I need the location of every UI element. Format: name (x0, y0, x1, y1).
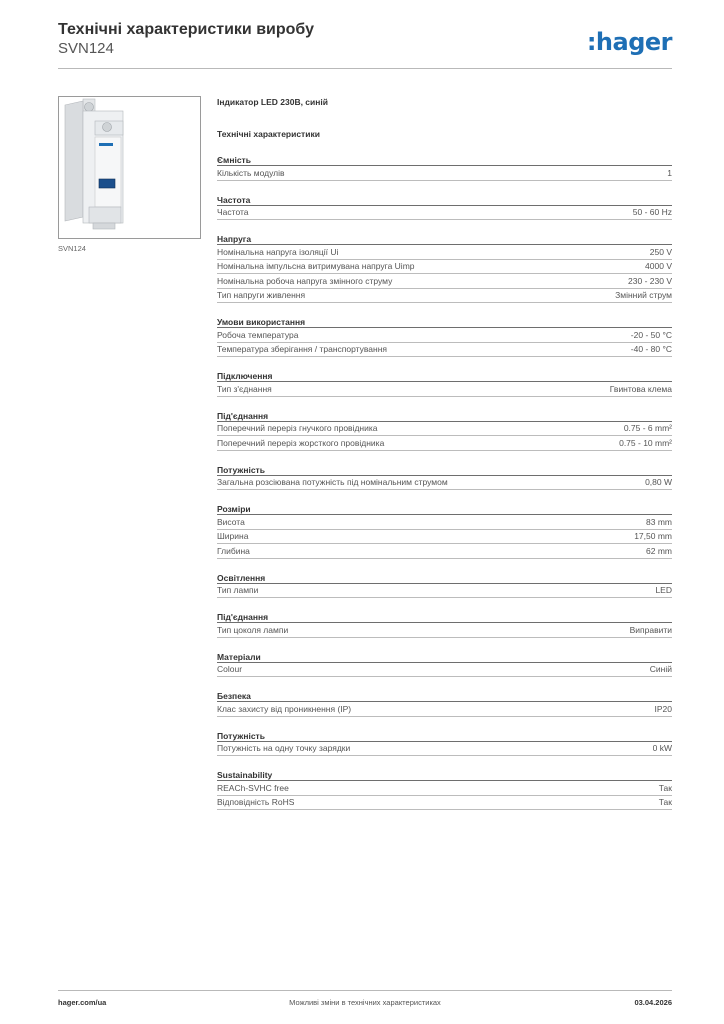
spec-value: Синій (649, 664, 672, 675)
spec-label: Поперечний переріз гнучкого провідника (217, 423, 378, 434)
spec-row (217, 515, 672, 530)
spec-value: Так (658, 782, 672, 793)
spec-row (217, 289, 672, 304)
spec-group-title: Потужність (217, 464, 672, 476)
spec-group (217, 194, 672, 221)
spec-label: Потужність на одну точку зарядки (217, 743, 351, 754)
spec-label: REACh-SVHC free (217, 782, 289, 793)
spec-row (217, 328, 672, 343)
spec-row (217, 343, 672, 358)
spec-value: Так (658, 797, 672, 808)
spec-row (217, 382, 672, 397)
page-title: Технічні характеристики виробу (58, 21, 314, 38)
spec-label: Клас захисту від проникнення (IP) (217, 703, 352, 714)
spec-group-title: Частота (217, 194, 672, 206)
spec-group-title: Напруга (217, 233, 672, 245)
spec-value: 0.75 - 6 mm² (623, 423, 672, 434)
spec-group (217, 316, 672, 357)
spec-value: 62 mm (646, 545, 672, 556)
spec-row (217, 742, 672, 757)
spec-row (217, 702, 672, 717)
spec-value: 0 kW (652, 743, 672, 754)
din-rail-indicator-icon (59, 97, 200, 238)
hager-logo: :hager (586, 28, 672, 56)
spec-row (217, 623, 672, 638)
spec-value: Змінний струм (615, 290, 672, 301)
spec-row (217, 530, 672, 545)
spec-label: Частота (217, 207, 249, 218)
spec-group (217, 572, 672, 599)
spec-group-title: Розміри (217, 503, 672, 515)
spec-group (217, 611, 672, 638)
spec-group-title: Матеріали (217, 651, 672, 663)
logo-text: hager (595, 28, 672, 56)
spec-row (217, 166, 672, 181)
spec-label: Тип напруги живлення (217, 290, 306, 301)
spec-value: 250 V (649, 246, 672, 257)
product-image (58, 96, 201, 239)
spec-value: 0.75 - 10 mm² (619, 437, 672, 448)
spec-label: Номінальна робоча напруга змінного струму (217, 275, 393, 286)
spec-label: Номінальна напруга ізоляції Ui (217, 246, 339, 257)
spec-group (217, 769, 672, 810)
spec-value: 1 (667, 167, 672, 178)
spec-group-title: Потужність (217, 730, 672, 742)
spec-value: -20 - 50 °C (630, 329, 672, 340)
spec-row (217, 422, 672, 437)
spec-group (217, 503, 672, 559)
spec-label: Тип цоколя лампи (217, 624, 289, 635)
spec-label: Кількість модулів (217, 167, 285, 178)
spec-label: Colour (217, 664, 243, 675)
spec-row (217, 274, 672, 289)
spec-row (217, 206, 672, 221)
spec-group-title: Освітлення (217, 572, 672, 584)
spec-value: IP20 (654, 703, 672, 714)
spec-label: Поперечний переріз жорсткого провідника (217, 437, 385, 448)
spec-row (217, 781, 672, 796)
spec-label: Номінальна імпульсна витримувана напруга Uimp (217, 261, 415, 272)
spec-label: Температура зберігання / транспортування (217, 344, 388, 355)
spec-value: 50 - 60 Hz (632, 207, 672, 218)
spec-value: 83 mm (646, 516, 672, 527)
spec-group (217, 410, 672, 451)
footer-date: 03.04.2026 (634, 998, 672, 1007)
spec-row (217, 584, 672, 599)
spec-label: Відповідність RoHS (217, 797, 295, 808)
spec-row (217, 663, 672, 678)
spec-value: 17,50 mm (634, 531, 672, 542)
spec-group-title: Умови використання (217, 316, 672, 328)
page-footer (58, 998, 672, 1010)
product-name: Індикатор LED 230В, синій (217, 97, 328, 107)
spec-label: Загальна розсіювана потужність під номінальним струмом (217, 477, 448, 488)
spec-group (217, 233, 672, 303)
specs-heading: Технічні характеристики (217, 129, 320, 139)
header-divider (58, 68, 672, 69)
spec-value: 0,80 W (645, 477, 672, 488)
spec-group (217, 464, 672, 491)
footer-note: Можливі зміни в технічних характеристиках (289, 998, 441, 1007)
product-reference: SVN124 (58, 40, 114, 57)
spec-row (217, 796, 672, 811)
spec-value: -40 - 80 °C (630, 344, 672, 355)
spec-row (217, 436, 672, 451)
spec-row (217, 544, 672, 559)
spec-row (217, 476, 672, 491)
spec-sheet (217, 96, 672, 810)
spec-label: Ширина (217, 531, 249, 542)
spec-label: Глибина (217, 545, 250, 556)
spec-value: LED (655, 585, 672, 596)
spec-label: Тип лампи (217, 585, 259, 596)
spec-row (217, 260, 672, 275)
spec-group-title: Під'єднання (217, 611, 672, 623)
spec-group (217, 651, 672, 678)
spec-group-title: Ємність (217, 154, 672, 166)
spec-label: Висота (217, 516, 245, 527)
spec-label: Робоча температура (217, 329, 299, 340)
spec-row (217, 245, 672, 260)
spec-group (217, 370, 672, 397)
spec-group (217, 730, 672, 757)
spec-groups (217, 154, 672, 810)
spec-group-title: Підключення (217, 370, 672, 382)
spec-group-title: Безпека (217, 690, 672, 702)
spec-label: Тип з'єднання (217, 383, 272, 394)
spec-group (217, 154, 672, 181)
spec-group (217, 690, 672, 717)
spec-value: 4000 V (645, 261, 672, 272)
spec-group-title: Під'єднання (217, 410, 672, 422)
spec-group-title: Sustainability (217, 769, 672, 781)
footer-website: hager.com/ua (58, 998, 107, 1007)
product-image-caption: SVN124 (58, 244, 86, 253)
spec-value: Гвинтова клема (609, 383, 672, 394)
footer-divider (58, 990, 672, 991)
spec-value: Виправити (629, 624, 672, 635)
page-header (58, 20, 672, 70)
spec-value: 230 - 230 V (628, 275, 672, 286)
